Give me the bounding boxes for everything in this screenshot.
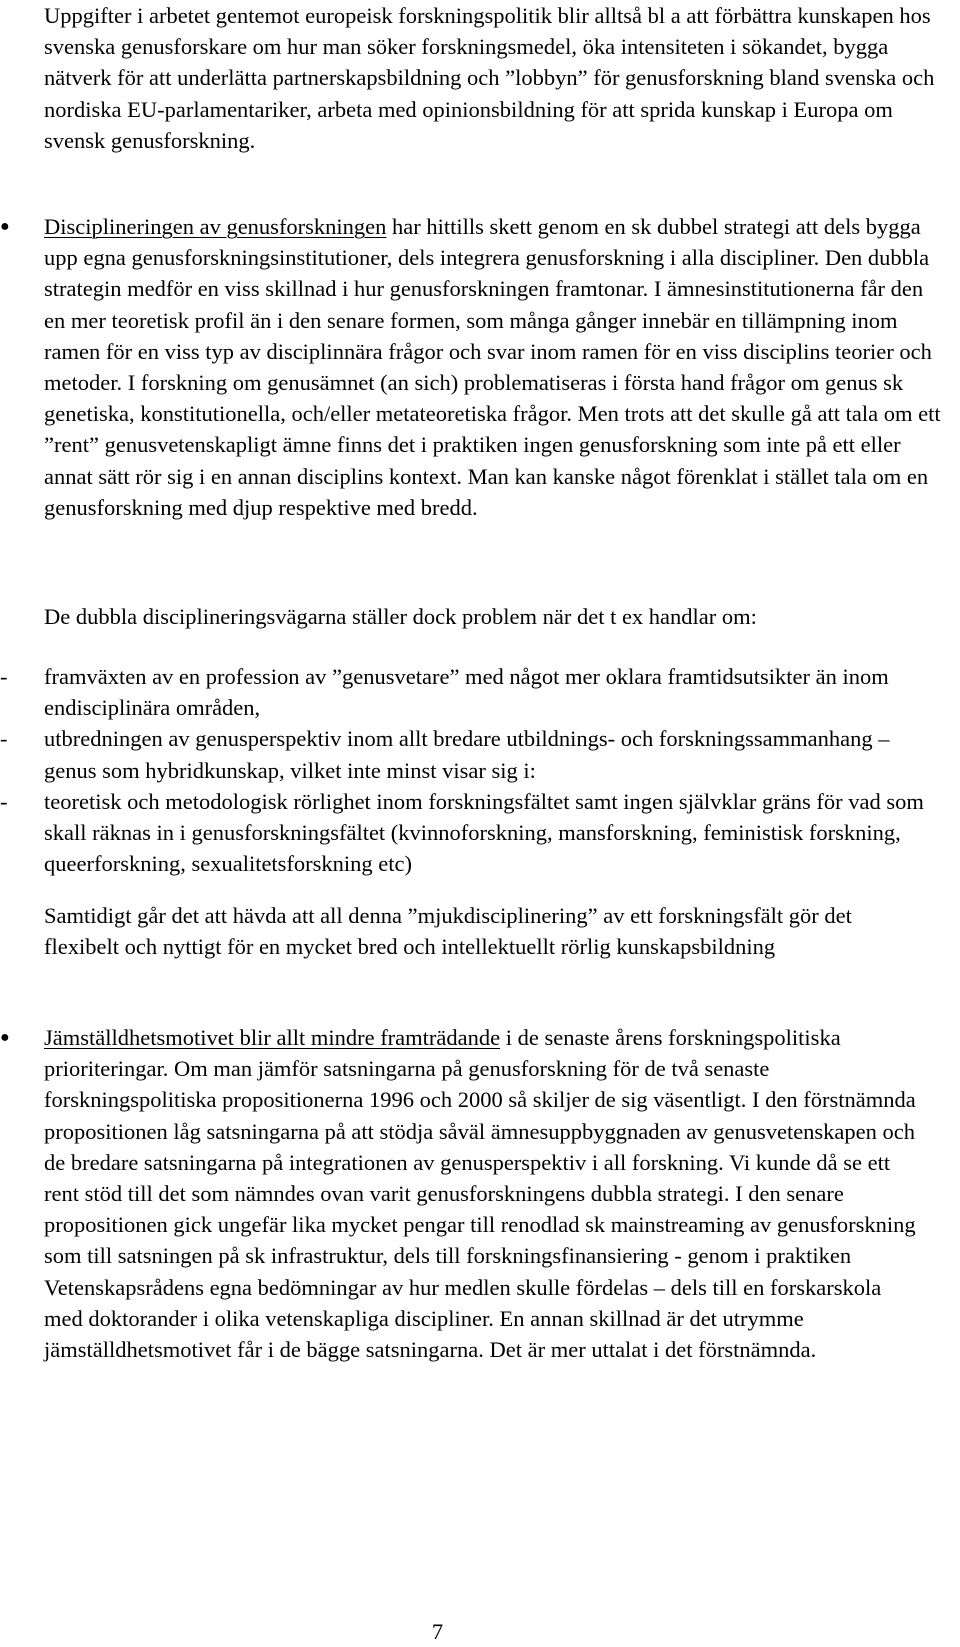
intro-paragraph: Uppgifter i arbetet gentemot europeisk forskningspolitik blir alltså bl a att förbättra kunskapen hos svenska genusforskare om hur man söker forskningsmedel, öka intensiteten i sökandet, bygga nätverk för att underlätta partnerskapsbildning och ”lobbyn” för genusforskning bland svenska och nordiska EU-parlamentariker, arbeta med opinionsbildning för att sprida kunskap i Europa om svensk genusforskning.: [44, 3, 935, 153]
problems-intro: De dubbla disciplineringsvägarna ställer dock problem när det t ex handlar om:: [44, 604, 757, 629]
bullet-paragraph-equality: [44, 1022, 924, 1365]
dash-item-text: teoretisk och metodologisk rörlighet inom forskningsfältet samt ingen självklar gräns för vad som skall räknas in i genusforskningsfältet (kvinnoforskning, mansforskning, feministisk forskning, queerforskning, sexualitetsforskning etc): [44, 788, 924, 877]
page-number: 7: [431, 1619, 444, 1644]
bullet-item-disciplining: [0, 211, 944, 523]
bullet-icon: ●: [0, 218, 10, 235]
bullet-item-equality: [0, 1022, 944, 1365]
dash-marker: -: [0, 726, 8, 752]
dash-marker: -: [0, 664, 8, 689]
dash-item-text: framväxten av en profession av ”genusvetare” med något mer oklara framtidsutsikter än inom endisciplinära områden,: [44, 664, 889, 721]
bullet-text-disciplining: har hittills skett genom en sk dubbel strategi att dels bygga upp egna genusforskningsinstitutioner, dels integrera genusforskning i alla discipliner. Den dubbla strategin medför en viss skillnad i hur genusforskningen framtonar. I ämnesinstitutionerna får den en mer teoretisk profil än i den senare formen, som många gånger innebär en tillämpning inom ramen för en viss typ av disciplinnära frågor och svar inom ramen för en viss disciplins teorier och metoder. I forskning om genusämnet (an sich) problematiseras i första hand frågor om genus sk genetiska, konstitutionella, och/eller metateoretiska frågor. Men trots att det skulle gå att tala om ett ”rent” genusvetenskapligt ämne finns det i praktiken ingen genusforskning som inte på ett eller annat sätt rör sig i en annan disciplins kontext. Man kan kanske något förenklat i stället tala om en genusforskning med djup respektive med bredd.: [44, 214, 941, 520]
bullet-lead-disciplining: Disciplineringen av genusforskningen: [44, 214, 387, 239]
dash-marker: -: [0, 788, 8, 814]
bullet-paragraph-disciplining: [44, 211, 944, 523]
bullet-text-equality: i de senaste årens forskningspolitiska prioriteringar. Om man jämför satsningarna på genusforskning för de två senaste forskningspolitiska propositionerna 1996 och 2000 så skiljer de sig väsentligt. I den förstnämnda propositionen låg satsningarna på att stödja såväl ämnesuppbyggnaden av genusvetenskapen och de bredare satsningarna på integrationen av genusperspektiv i all forskning. Vi kunde då se ett rent stöd till det som nämndes ovan varit genusforskningens dubbla strategi. I den senare propositionen gick ungefär lika mycket pengar till renodlad sk mainstreaming av genusforskning som till satsningen på sk infrastruktur, dels till forskningsfinansiering - genom i praktiken Vetenskapsrådens egna bedömningar av hur medlen skulle fördelas – dels till en forskarskola med doktorander i olika vetenskapliga discipliner. En annan skillnad är det utrymme jämställdhetsmotivet får i de bägge satsningarna. Det är mer uttalat i det förstnämnda.: [44, 1025, 916, 1363]
dash-list: [0, 661, 944, 879]
dash-list-item: [0, 661, 944, 723]
dash-list-item: [0, 786, 944, 880]
dash-list-item: [0, 723, 944, 785]
bullet-icon: ●: [0, 1029, 10, 1046]
dash-item-text: utbredningen av genusperspektiv inom allt bredare utbildnings- och forskningssammanhang – genus som hybridkunskap, vilket inte minst visar sig i:: [44, 726, 890, 783]
bullet-lead-equality: Jämställdhetsmotivet blir allt mindre framträdande: [44, 1025, 501, 1050]
soft-discipline-paragraph: Samtidigt går det att hävda att all denna ”mjukdisciplinering” av ett forskningsfält gör det flexibelt och nyttigt för en mycket bred och intellektuellt rörlig kunskapsbildning: [44, 903, 852, 960]
